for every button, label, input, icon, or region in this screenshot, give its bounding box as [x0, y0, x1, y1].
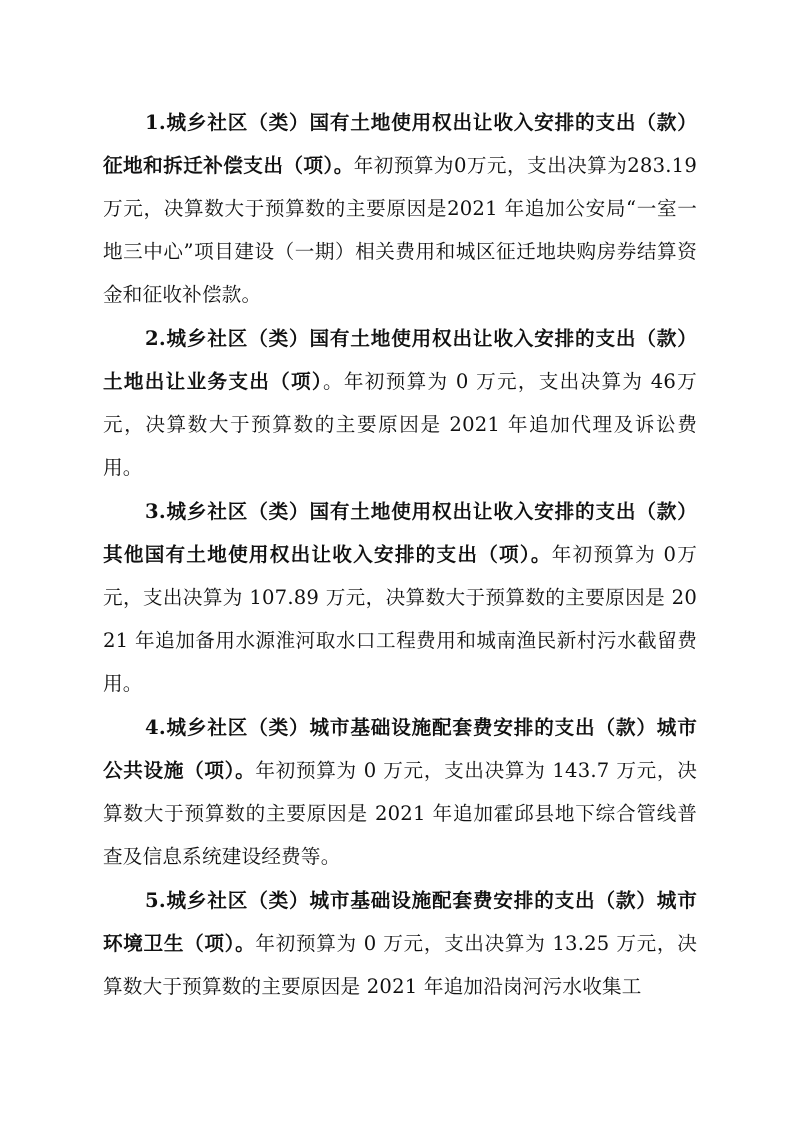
- paragraph-4: [103, 706, 697, 878]
- paragraph-3-heading: 3.城乡社区（类）国有土地使用权出让收入安排的支出（款）其他国有土地使用权出让收入安排的支出（项）。: [103, 500, 697, 566]
- paragraph-2-heading: 2.城乡社区（类）国有土地使用权出让收入安排的支出（款）土地出让业务支出（项）: [103, 327, 697, 393]
- paragraph-1-body: 年初预算为0万元，支出决算为283.19万元，决算数大于预算数的主要原因是2021 年追加公安局“一室一地三中心”项目建设（一期）相关费用和城区征迁地块购房券结算资金和征收补偿款。: [103, 154, 697, 306]
- paragraph-4-heading: 4.城乡社区（类）城市基础设施配套费安排的支出（款）城市公共设施（项）。: [103, 716, 697, 782]
- paragraph-5-heading: 5.城乡社区（类）城市基础设施配套费安排的支出（款）城市环境卫生（项）。: [103, 889, 697, 955]
- paragraph-5-body: 年初预算为 0 万元，支出决算为 13.25 万元，决算数大于预算数的主要原因是 2021 年追加沿岗河污水收集工: [103, 932, 697, 998]
- paragraph-2-body: 。年初预算为 0 万元，支出决算为 46万元，决算数大于预算数的主要原因是 2021 年追加代理及诉讼费用。: [103, 370, 697, 479]
- paragraph-3-body: 年初预算为 0万元，支出决算为 107.89 万元，决算数大于预算数的主要原因是 2021 年追加备用水源淮河取水口工程费用和城南渔民新村污水截留费用。: [103, 543, 697, 695]
- paragraph-1-heading: 1.城乡社区（类）国有土地使用权出让收入安排的支出（款）征地和拆迁补偿支出（项）。: [103, 111, 697, 177]
- paragraph-1: [103, 101, 697, 316]
- paragraph-3: [103, 490, 697, 705]
- paragraph-4-body: 年初预算为 0 万元，支出决算为 143.7 万元，决算数大于预算数的主要原因是 2021 年追加霍邱县地下综合管线普查及信息系统建设经费等。: [103, 759, 697, 868]
- paragraph-2: [103, 317, 697, 489]
- paragraph-5: [103, 879, 697, 1008]
